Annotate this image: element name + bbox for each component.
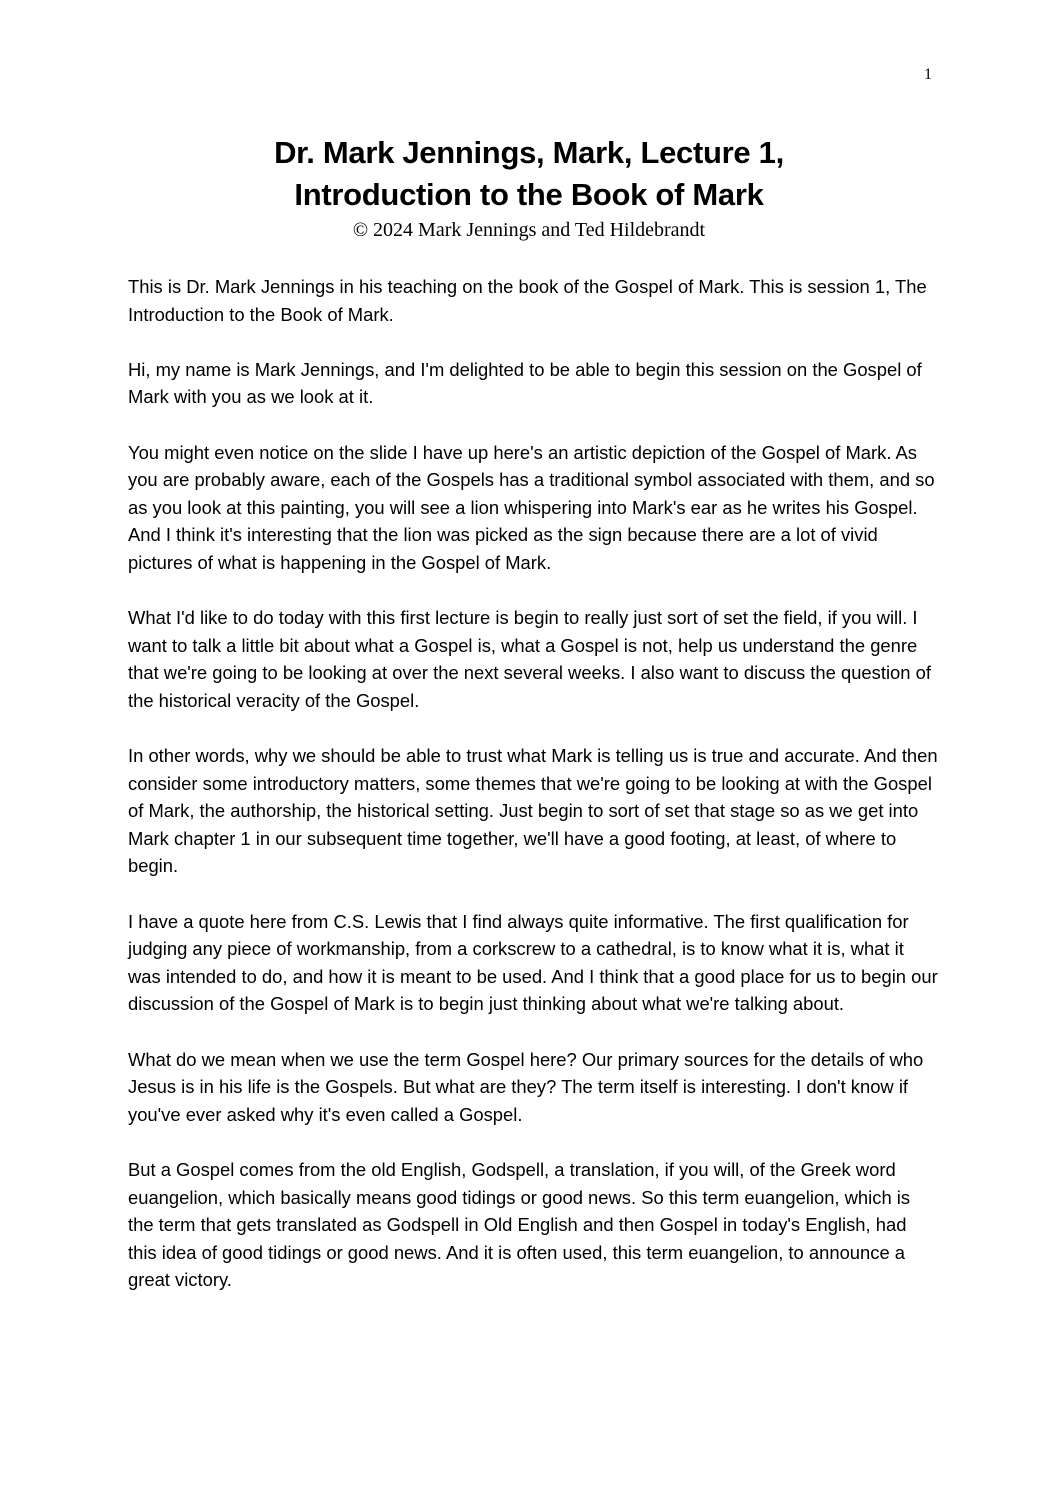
paragraph: Hi, my name is Mark Jennings, and I'm delighted to be able to begin this session on the Gospel of Mark with you as we look at it. xyxy=(128,358,922,408)
paragraph: In other words, why we should be able to trust what Mark is telling us is true and accurate. And then consider some introductory matters, some themes that we're going to be looking at with the Gospel of Mark, the authorship, the historical setting. Just begin to sort of set that stage so as we get into Mark chapter 1 in our subsequent time together, we'll have a good footing, at least, of where to begin. xyxy=(128,745,938,877)
paragraph: I have a quote here from C.S. Lewis that I find always quite informative. The first qualification for judging any piece of workmanship, from a corkscrew to a cathedral, is to know what it is, what it was intended to do, and how it is meant to be used. And I think that a good place for us to begin our discussion of the Gospel of Mark is to begin just thinking about what we're talking about. xyxy=(128,910,938,1015)
paragraph: This is Dr. Mark Jennings in his teaching on the book of the Gospel of Mark. This is session 1, The Introduction to the Book of Mark. xyxy=(128,276,927,325)
paragraph: You might even notice on the slide I have up here's an artistic depiction of the Gospel of Mark. As you are probably aware, each of the Gospels has a traditional symbol associated with them, and so as you look at this painting, you will see a lion whispering into Mark's ear as he writes his Gospel. And I think it's interesting that the lion was picked as the sign because there are a lot of vivid pictures of what is happening in the Gospel of Mark. xyxy=(128,441,935,573)
paragraph: But a Gospel comes from the old English, Godspell, a translation, if you will, of the Greek word euangelion, which basically means good tidings or good news. So this term euangelion, which is the term that gets translated as Godspell in Old English and then Gospel in today's English, had this idea of good tidings or good news. And it is often used, this term euangelion, to announce a great victory. xyxy=(128,1159,911,1291)
page-number: 1 xyxy=(924,66,932,83)
title-block xyxy=(0,132,1058,243)
lecture-body xyxy=(128,273,938,1322)
paragraph: What I'd like to do today with this first lecture is begin to really just sort of set the field, if you will. I want to talk a little bit about what a Gospel is, what a Gospel is not, help us understand the genre that we're going to be looking at over the next several weeks. I also want to discuss the question of the historical veracity of the Gospel. xyxy=(128,607,931,711)
copyright-line: © 2024 Mark Jennings and Ted Hildebrandt xyxy=(352,219,706,241)
document-title-line-1: Dr. Mark Jennings, Mark, Lecture 1, xyxy=(274,135,784,170)
paragraph: What do we mean when we use the term Gospel here? Our primary sources for the details of who Jesus is in his life is the Gospels. But what are they? The term itself is interesting. I don't know if you've ever asked why it's even called a Gospel. xyxy=(128,1048,924,1125)
document-title-line-2: Introduction to the Book of Mark xyxy=(294,177,764,212)
